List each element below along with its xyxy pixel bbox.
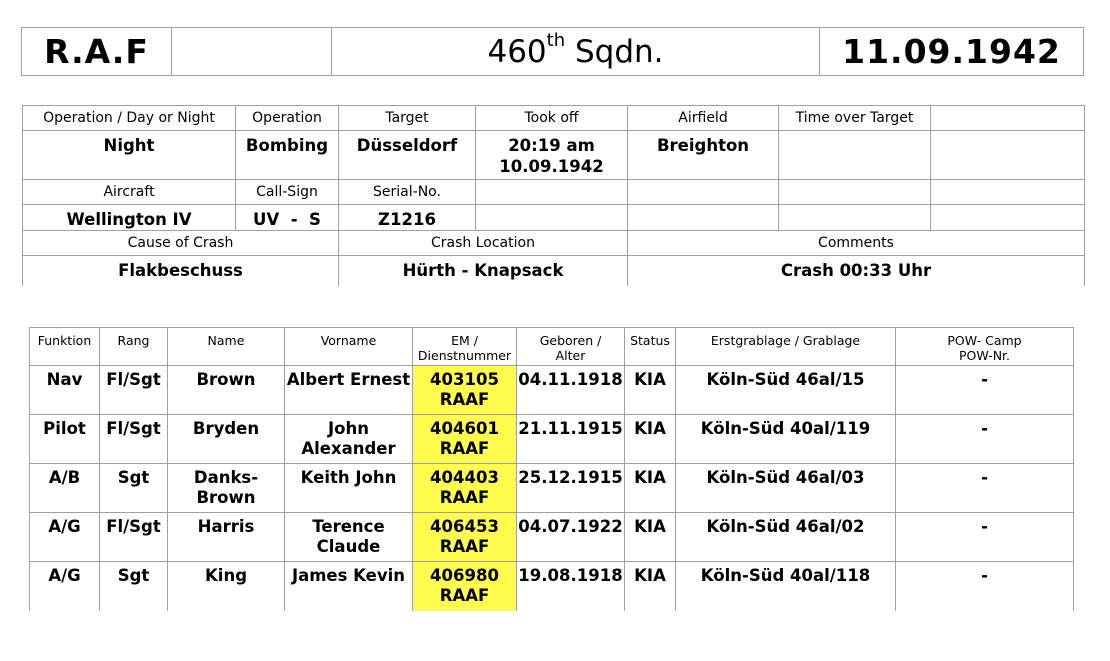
header-vorname: Vorname xyxy=(285,328,413,366)
header-table xyxy=(21,27,1084,76)
header-funktion: Funktion xyxy=(30,328,100,366)
label-crash-location: Crash Location xyxy=(339,231,628,256)
blank-cell xyxy=(172,28,332,76)
header-pow xyxy=(896,328,1074,366)
value-call-sign: UV - S xyxy=(236,205,339,231)
table-row xyxy=(30,464,1074,513)
label-airfield: Airfield xyxy=(628,106,779,131)
em-number: 404403 xyxy=(430,468,499,487)
empty-cell xyxy=(779,180,931,205)
cell-name: Danks-Brown xyxy=(168,464,285,513)
squadron-cell xyxy=(332,28,820,76)
squadron-title xyxy=(487,29,664,70)
empty-cell xyxy=(931,205,1085,231)
em-force: RAAF xyxy=(439,586,490,605)
em-force: RAAF xyxy=(439,390,490,409)
header-pow-line1: POW- Camp xyxy=(947,333,1022,348)
cell-geboren: 04.07.1922 xyxy=(517,513,625,562)
value-time-over-target xyxy=(779,131,931,180)
table-row xyxy=(30,366,1074,415)
label-target: Target xyxy=(339,106,476,131)
cell-vorname xyxy=(285,464,413,513)
cell-grablage: Köln-Süd 46al/03 xyxy=(676,464,896,513)
vorname-line1: James Kevin xyxy=(291,566,406,585)
cell-funktion: A/G xyxy=(30,562,100,611)
operation-table xyxy=(22,105,1085,286)
empty-cell xyxy=(779,205,931,231)
cell-funktion: A/G xyxy=(30,513,100,562)
took-off-time: 20:19 am xyxy=(508,136,595,155)
cell-grablage: Köln-Süd 40al/118 xyxy=(676,562,896,611)
cell-status: KIA xyxy=(625,513,676,562)
cell-name: Bryden xyxy=(168,415,285,464)
header-pow-line2: POW-Nr. xyxy=(958,348,1011,363)
header-em xyxy=(413,328,517,366)
cell-vorname xyxy=(285,562,413,611)
empty-cell xyxy=(931,180,1085,205)
value-aircraft: Wellington IV xyxy=(23,205,236,231)
cell-funktion: Nav xyxy=(30,366,100,415)
cell-geboren: 21.11.1915 xyxy=(517,415,625,464)
cell-rang: Fl/Sgt xyxy=(100,366,168,415)
em-number: 406453 xyxy=(430,517,499,536)
squadron-suffix: Sqdn. xyxy=(565,33,664,70)
cell-rang: Sgt xyxy=(100,464,168,513)
cell-pow: - xyxy=(896,415,1074,464)
cell-pow: - xyxy=(896,464,1074,513)
cell-em xyxy=(413,464,517,513)
header-geboren xyxy=(517,328,625,366)
cell-vorname xyxy=(285,415,413,464)
squadron-number: 460 xyxy=(487,33,547,70)
empty-cell xyxy=(476,205,628,231)
header-date: 11.09.1942 xyxy=(842,32,1061,71)
header-geboren-line1: Geboren / xyxy=(539,333,602,348)
em-number: 403105 xyxy=(430,370,499,389)
cell-em xyxy=(413,415,517,464)
cell-status: KIA xyxy=(625,415,676,464)
cell-rang: Fl/Sgt xyxy=(100,415,168,464)
squadron-ordinal: th xyxy=(546,29,566,51)
header-geboren-line2: Alter xyxy=(555,348,586,363)
cell-rang: Fl/Sgt xyxy=(100,513,168,562)
cell-em xyxy=(413,562,517,611)
empty-cell xyxy=(628,205,779,231)
cell-funktion: A/B xyxy=(30,464,100,513)
vorname-line2: Claude xyxy=(316,537,381,556)
cell-geboren: 04.11.1918 xyxy=(517,366,625,415)
value-airfield: Breighton xyxy=(628,131,779,180)
header-rang: Rang xyxy=(100,328,168,366)
value-cause-of-crash: Flakbeschuss xyxy=(23,256,339,287)
date-cell xyxy=(820,28,1084,76)
cell-rang: Sgt xyxy=(100,562,168,611)
cell-status: KIA xyxy=(625,562,676,611)
cell-name: Harris xyxy=(168,513,285,562)
cell-vorname xyxy=(285,513,413,562)
value-target: Düsseldorf xyxy=(339,131,476,180)
vorname-line1: Terence xyxy=(312,517,385,536)
cell-em xyxy=(413,366,517,415)
value-comments: Crash 00:33 Uhr xyxy=(628,256,1085,287)
table-row xyxy=(30,415,1074,464)
table-row xyxy=(30,562,1074,611)
em-number: 406980 xyxy=(430,566,499,585)
label-op-day-night: Operation / Day or Night xyxy=(23,106,236,131)
cell-grablage: Köln-Süd 46al/15 xyxy=(676,366,896,415)
label-serial-no: Serial-No. xyxy=(339,180,476,205)
value-serial-no: Z1216 xyxy=(339,205,476,231)
cell-funktion: Pilot xyxy=(30,415,100,464)
vorname-line1: John xyxy=(328,419,369,438)
cell-status: KIA xyxy=(625,464,676,513)
cell-status: KIA xyxy=(625,366,676,415)
label-aircraft: Aircraft xyxy=(23,180,236,205)
label-operation: Operation xyxy=(236,106,339,131)
table-row xyxy=(30,513,1074,562)
label-took-off: Took off xyxy=(476,106,628,131)
header-grablage: Erstgrablage / Grablage xyxy=(676,328,896,366)
empty-cell xyxy=(931,131,1085,180)
empty-cell xyxy=(931,106,1085,131)
took-off-date: 10.09.1942 xyxy=(499,157,604,176)
label-time-over-target: Time over Target xyxy=(779,106,931,131)
unit-cell xyxy=(22,28,172,76)
header-em-line1: EM / xyxy=(451,333,478,348)
value-operation: Bombing xyxy=(236,131,339,180)
empty-cell xyxy=(476,180,628,205)
vorname-line1: Albert Ernest xyxy=(286,370,411,389)
crew-table xyxy=(29,327,1074,611)
value-took-off xyxy=(476,131,628,180)
header-em-line2: Dienstnummer xyxy=(417,348,512,363)
label-call-sign: Call-Sign xyxy=(236,180,339,205)
cell-pow: - xyxy=(896,366,1074,415)
cell-vorname xyxy=(285,366,413,415)
cell-em xyxy=(413,513,517,562)
header-name: Name xyxy=(168,328,285,366)
cell-name: King xyxy=(168,562,285,611)
em-force: RAAF xyxy=(439,537,490,556)
crew-header-row xyxy=(30,328,1074,366)
header-status: Status xyxy=(625,328,676,366)
cell-geboren: 25.12.1915 xyxy=(517,464,625,513)
cell-pow: - xyxy=(896,513,1074,562)
value-op-day-night: Night xyxy=(23,131,236,180)
cell-name: Brown xyxy=(168,366,285,415)
em-number: 404601 xyxy=(430,419,499,438)
value-crash-location: Hürth - Knapsack xyxy=(339,256,628,287)
label-cause-of-crash: Cause of Crash xyxy=(23,231,339,256)
vorname-line1: Keith John xyxy=(300,468,397,487)
unit-label: R.A.F xyxy=(44,32,149,71)
em-force: RAAF xyxy=(439,488,490,507)
cell-grablage: Köln-Süd 40al/119 xyxy=(676,415,896,464)
cell-grablage: Köln-Süd 46al/02 xyxy=(676,513,896,562)
vorname-line2: Alexander xyxy=(301,439,396,458)
cell-geboren: 19.08.1918 xyxy=(517,562,625,611)
cell-pow: - xyxy=(896,562,1074,611)
empty-cell xyxy=(628,180,779,205)
em-force: RAAF xyxy=(439,439,490,458)
label-comments: Comments xyxy=(628,231,1085,256)
